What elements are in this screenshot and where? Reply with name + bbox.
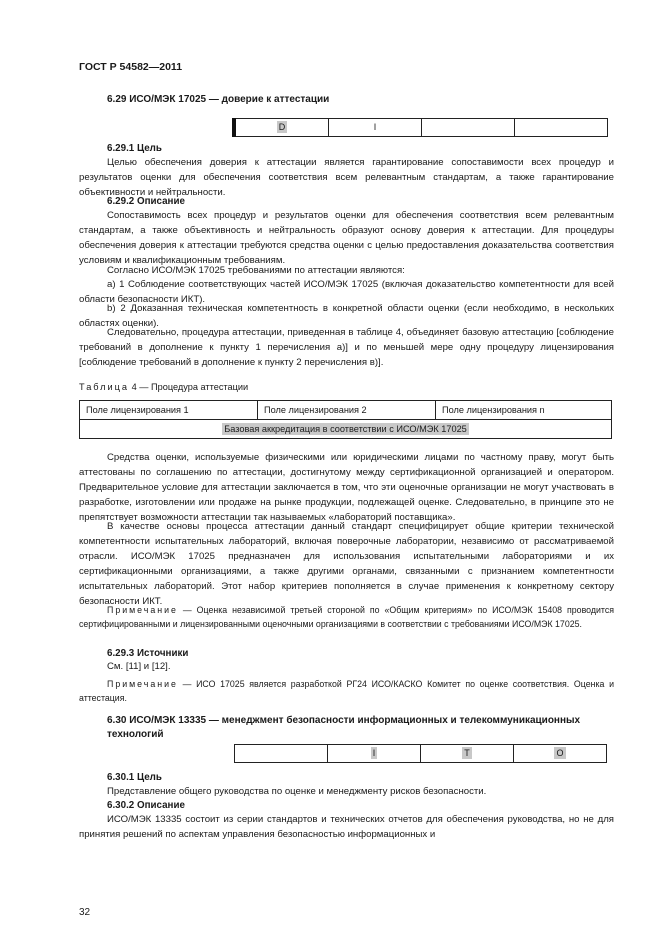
subsection-heading-description-6-30: 6.30.2 Описание [107,800,185,811]
note-label: Примечание [107,605,178,615]
level-cell [235,745,328,763]
document-code: ГОСТ Р 54582—2011 [79,61,183,73]
level-mark: O [556,748,564,758]
paragraph-sources: См. [11] и [12]. [107,661,171,672]
note-text: — ИСО 17025 является разработкой РГ24 ИСО/КАСКО Комитет по оценке соответствия. Оценка и аттестация. [79,679,614,703]
level-cell [329,119,422,137]
paragraph-attestation-basis: В качестве основы процесса аттестации данный стандарт специфицирует общие критерии технической компетентности испытательных лабораторий, включая поверочные лаборатории, независимо от рассматриваемой отрасли. ИСО/МЭК 17025 предназначен для использования испытательными лабораториями и их сертификационными организациями, а также другими органами, связанными с признанием компетентности испытательных лабораторий. Этот набор критериев пополняется в случае применения к конкретному сектору безопасности ИКТ. [79,521,614,607]
paragraph-description-1: Сопоставимость всех процедур и результатов оценки для обеспечения соответствия всем релевантным стандартам, а также объективность и нейтральность образуют основу доверия к аттестации. Для процедуры обеспечения доверия к аттестации требуются средства оценки с целью предоставления доказательства соответствия условиям и квалификационным требованиям. [79,210,614,266]
subsection-heading-goal-6-30: 6.30.1 Цель [107,772,162,783]
lifecycle-level-table [234,744,607,763]
level-cell [515,119,608,137]
table-caption-title: 4 — Процедура аттестации [131,382,249,392]
level-mark: D [278,122,286,132]
paragraph-goal: Целью обеспечения доверия к аттестации является гарантирование сопоставимости всех процедур и результатов оценки для обеспечения соответствия всем релевантным стандартам, а также гарантирование объективности и нейтральности. [79,157,614,198]
paragraph-goal-6-30: Представление общего руководства по оценке и менеджменту рисков безопасности. [107,786,487,797]
note-2 [79,678,614,705]
lifecycle-level-table [232,118,608,137]
table-header-cell [436,401,612,420]
table-header-cell: Поле лицензирования 1 [80,401,258,420]
accreditation-cell [80,420,612,439]
level-mark: I [373,122,377,132]
page-number: 32 [79,907,91,918]
subsection-heading-goal: 6.29.1 Цель [107,143,162,154]
level-mark: I [372,748,376,758]
level-cell [422,119,515,137]
paragraph-description-2: Согласно ИСО/МЭК 17025 требованиями по аттестации являются: [107,265,405,276]
paragraph-requirement-b: b) 2 Доказанная техническая компетентность в конкретной области оценки (если необходимо, в нескольких областях оценки). [79,303,614,329]
note-label: Примечание [107,679,178,689]
level-cell [514,745,607,763]
paragraph-evaluation-means: Средства оценки, используемые физическими или юридическими лицами по частному праву, могут быть аттестованы по соглашению по аттестации, достигнутому между сертификационной организацией и оператором. Предварительное условие для аттестации заключается в том, что эти оценочные организации не могут участвовать в разработке, изготовлении или продаже на рынке продукции, подлежащей оценке. Следовательно, в принципе это не препятствует возможности аттестации так называемых «лабораторий поставщика». [79,452,614,523]
table-caption [79,380,248,395]
level-cell [421,745,514,763]
section-heading-6-30: 6.30 ИСО/МЭК 13335 — менеджмент безопасности информационных и телекоммуникационных [107,715,581,726]
level-cell [328,745,421,763]
table-header-cell: Поле лицензирования 2 [258,401,436,420]
note-text: — Оценка независимой третьей стороной по «Общим критериям» по ИСО/МЭК 15408 проводится сертифицированными и лицензированными оценочными организациями в соответствии с требованиями ИСО/МЭК 17025. [79,605,614,629]
table-header-text: Поле лицензирования n [442,405,545,415]
note-1 [79,604,614,631]
section-heading-6-29: 6.29 ИСО/МЭК 17025 — доверие к аттестации [107,94,330,105]
accreditation-text: Базовая аккредитация в соответствии с ИСО/МЭК 17025 [224,424,467,434]
attestation-procedure-table [79,400,612,439]
table-caption-label: Таблица [79,382,130,392]
section-heading-6-30-cont: технологий [107,729,164,740]
level-cell [234,119,329,137]
paragraph-requirement-a: a) 1 Соблюдение соответствующих частей ИСО/МЭК 17025 (включая доказательство компетентности для всей области безопасности ИКТ). [79,279,614,305]
paragraph-description-6-30: ИСО/МЭК 13335 состоит из серии стандартов и технических отчетов для обеспечения руководства, но не для принятия решений по аспектам управления безопасностью информационных и [79,814,614,840]
level-mark: T [464,748,470,758]
subsection-heading-sources: 6.29.3 Источники [107,648,189,659]
subsection-heading-description: 6.29.2 Описание [107,196,185,207]
paragraph-description-5: Следовательно, процедура аттестации, приведенная в таблице 4, объединяет базовую аттестацию [соблюдение требований в дополнение к пункту 1 перечисления а)] и по меньшей мере одну процедуру лицензирования [соблюдение требований в дополнение к пункту 2 перечисления в)]. [79,327,614,368]
